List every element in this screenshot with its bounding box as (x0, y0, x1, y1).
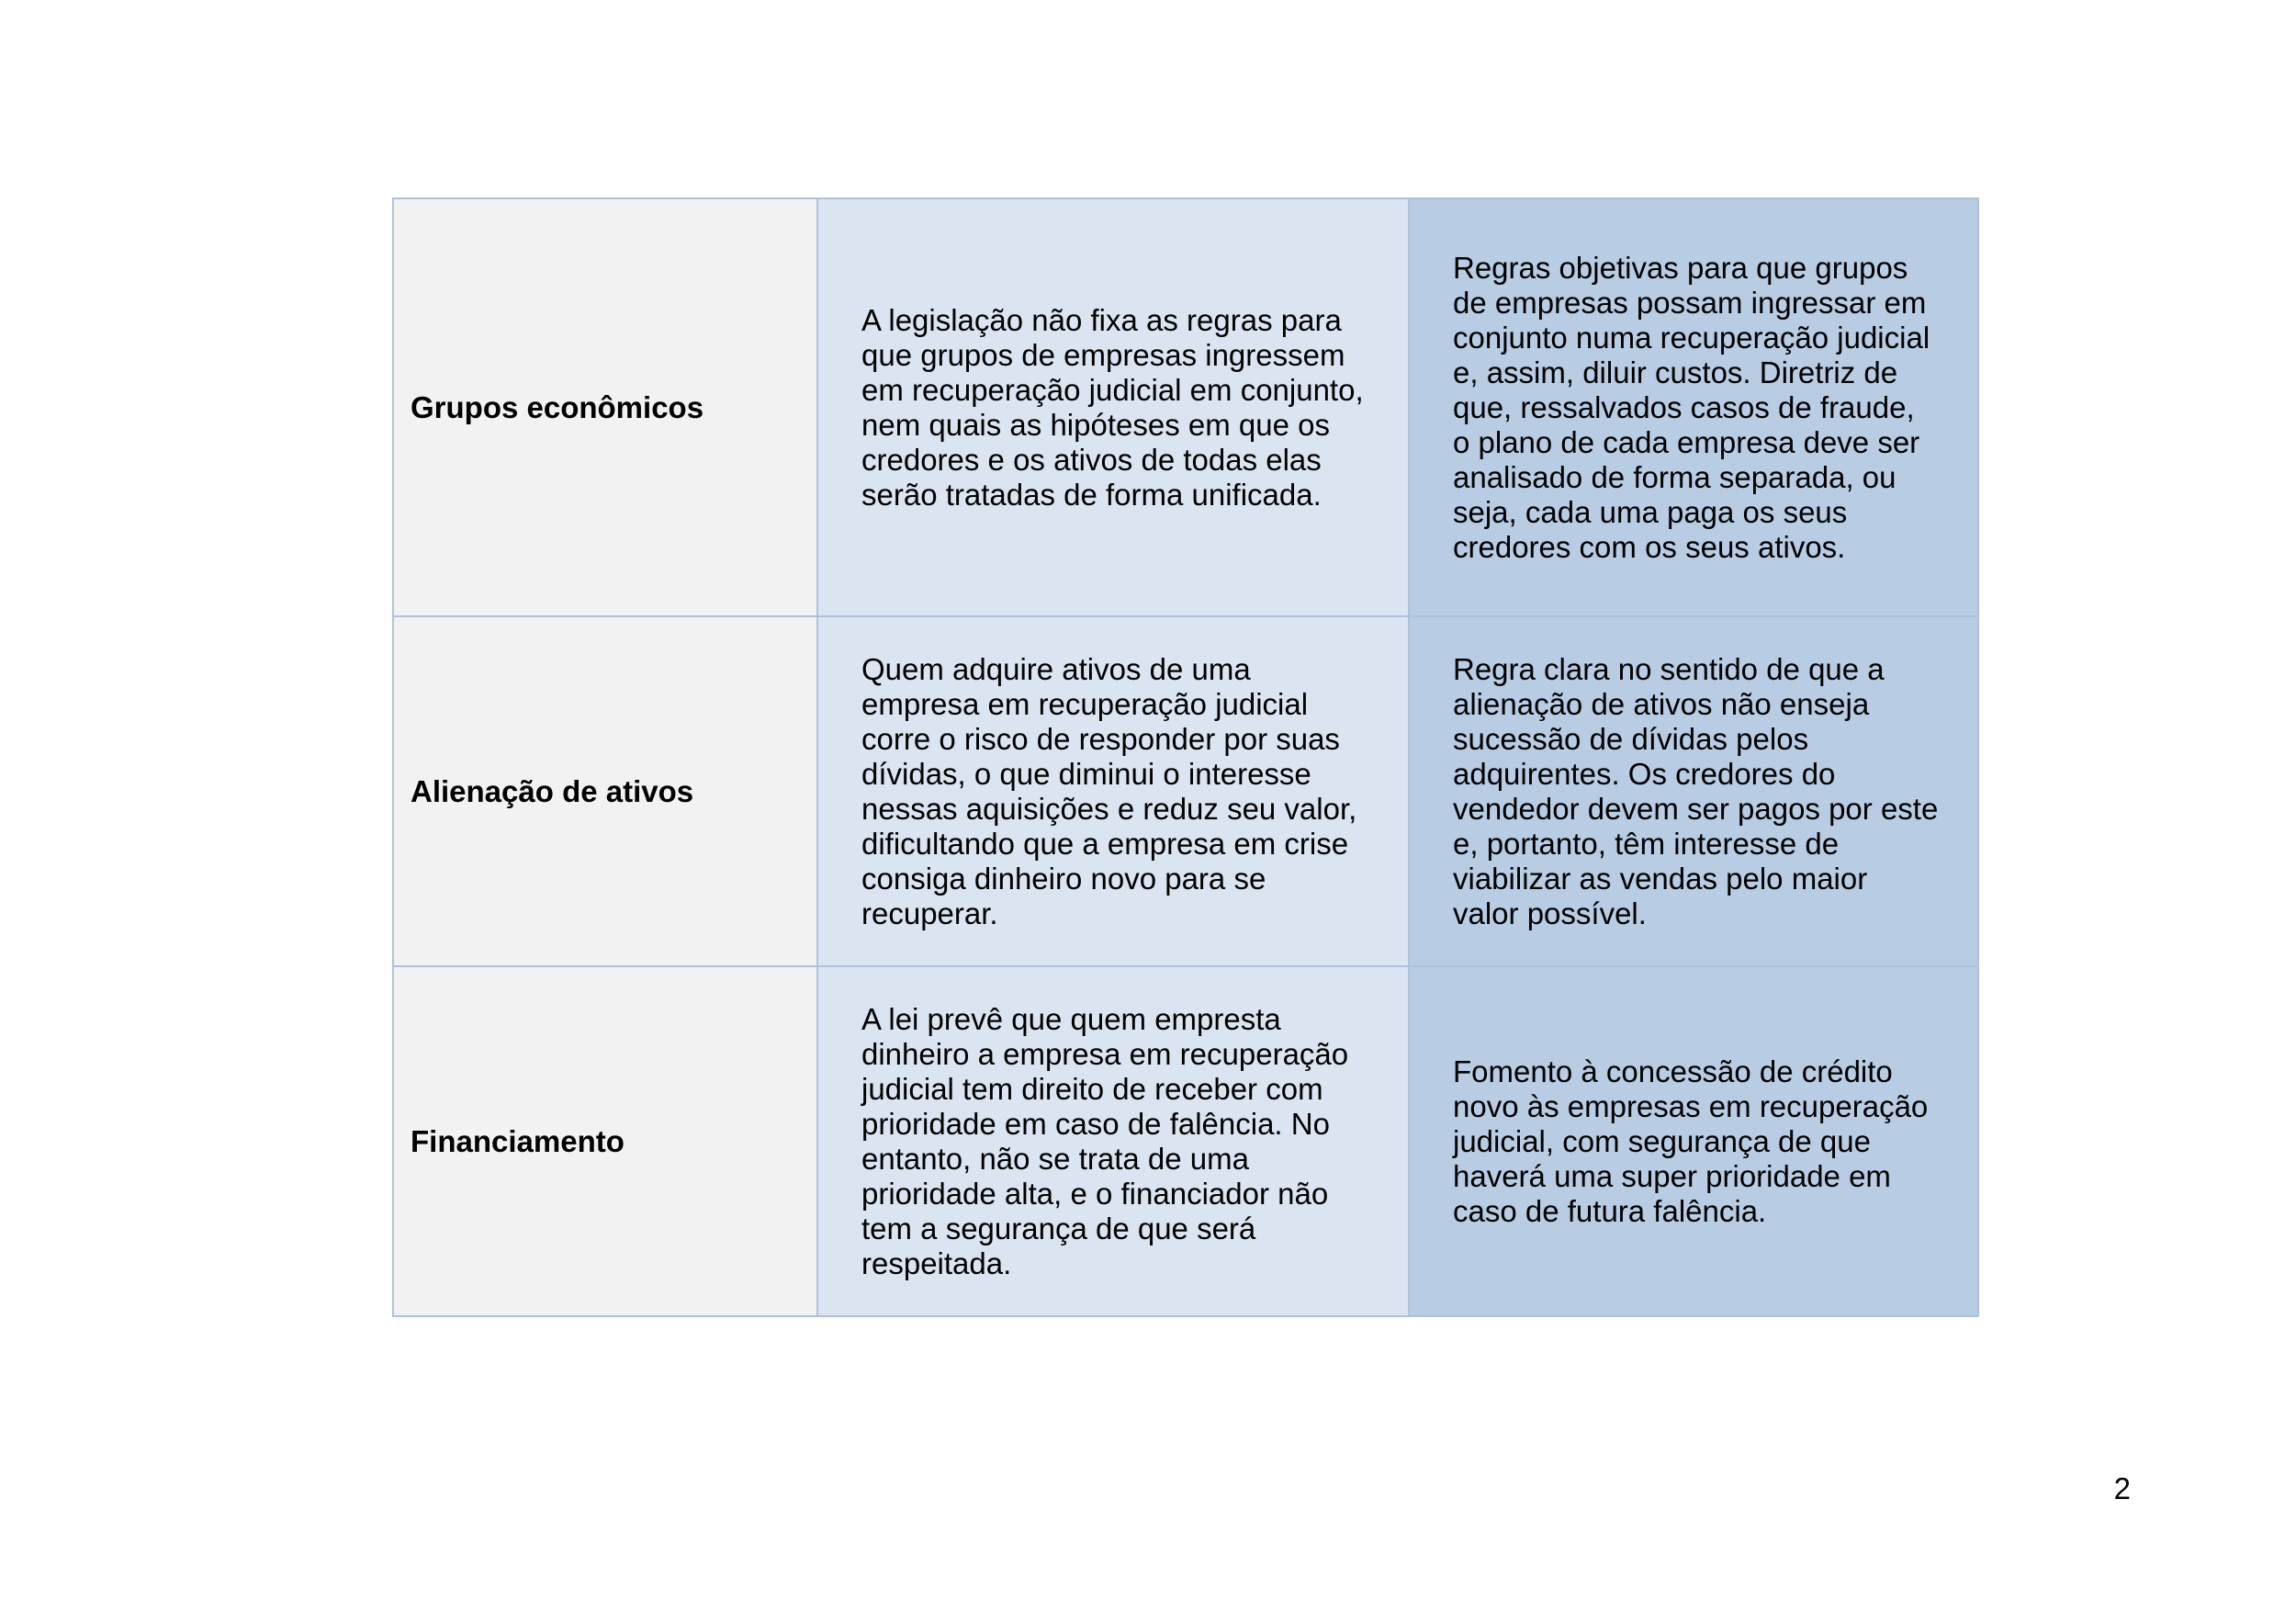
current-situation-text: A legislação não fixa as regras para que grupos de empresas ingressem em recuperação judicial em conjunto, nem quais as hipóteses em que os credores e os ativos de todas elas serão tratadas de forma unificada. (861, 302, 1364, 512)
table-row (393, 616, 1978, 966)
topic-cell (393, 966, 817, 1316)
topic-label: Financiamento (411, 1123, 625, 1158)
table-row (393, 198, 1978, 616)
current-situation-cell (817, 966, 1409, 1316)
topic-cell (393, 198, 817, 616)
topic-label: Grupos econômicos (411, 389, 704, 424)
proposal-text: Fomento à concessão de crédito novo às empresas em recuperação judicial, com segurança de que haverá uma super prioridade em caso de futura falência. (1453, 1054, 1929, 1228)
current-situation-cell (817, 198, 1409, 616)
page-number: 2 (2113, 1471, 2131, 1505)
current-situation-text: A lei prevê que quem empresta dinheiro a empresa em recuperação judicial tem direito de receber com prioridade em caso de falência. No entanto, não se trata de uma prioridade alta, e o financiador não tem a segurança de que será respeitada. (861, 1001, 1349, 1280)
proposal-text: Regras objetivas para que grupos de empresas possam ingressar em conjunto numa recuperação judicial e, assim, diluir custos. Diretriz de que, ressalvados casos de fraude, o plano de cada empresa deve ser analisado de forma separada, ou seja, cada uma paga os seus credores com os seus ativos. (1453, 250, 1930, 564)
current-situation-text: Quem adquire ativos de uma empresa em recuperação judicial corre o risco de responder por suas dívidas, o que diminui o interesse nessas aquisições e reduz seu valor, dificultando que a empresa em crise consiga dinheiro novo para se recuperar. (861, 651, 1357, 930)
topic-label: Alienação de ativos (411, 773, 694, 808)
proposal-cell (1409, 616, 1978, 966)
topic-cell (393, 616, 817, 966)
proposal-text: Regra clara no sentido de que a alienação de ativos não enseja sucessão de dívidas pelos adquirentes. Os credores do vendedor devem ser pagos por este e, portanto, têm interesse de viabilizar as vendas pelo maior valor possível. (1453, 651, 1939, 930)
table-row (393, 966, 1978, 1316)
current-situation-cell (817, 616, 1409, 966)
proposal-cell (1409, 198, 1978, 616)
proposal-cell (1409, 966, 1978, 1316)
comparison-table (392, 197, 1979, 1317)
